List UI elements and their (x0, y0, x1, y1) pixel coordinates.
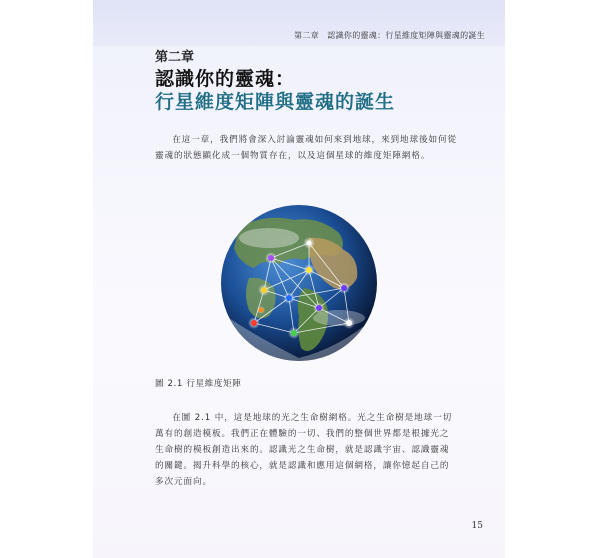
book-page (93, 0, 505, 558)
running-header: 第二章 認識你的靈魂：行星維度矩陣與靈魂的誕生 (294, 31, 485, 40)
chapter-title-line2: 行星維度矩陣與靈魂的誕生 (155, 91, 396, 113)
chapter-title-line1: 認識你的靈魂： (155, 68, 296, 90)
body-paragraph: 在圖 2.1 中，這是地球的光之生命樹網格。光之生命樹是地球一切萬有的創造模板。我們正在體驗的一切、我們的整個世界都是根據光之生命樹的模板創造出來的。認識光之生命樹，就是認識宇宙、認識靈魂的關鍵。揭升科學的核心，就是認識和應用這個網格，讓你憶起自己的多次元面向。 (155, 413, 453, 487)
figure-caption: 圖 2.1 行星維度矩陣 (155, 379, 242, 389)
intro-paragraph: 在這一章，我們將會深入討論靈魂如何來到地球，來到地球後如何從靈魂的狀態顯化成一個物質存在，以及這個星球的維度矩陣網格。 (155, 135, 458, 161)
chapter-label: 第二章 (155, 50, 195, 65)
page-number: 15 (471, 521, 483, 531)
planetary-matrix-figure (209, 198, 389, 368)
earth-globe-icon (209, 198, 389, 368)
